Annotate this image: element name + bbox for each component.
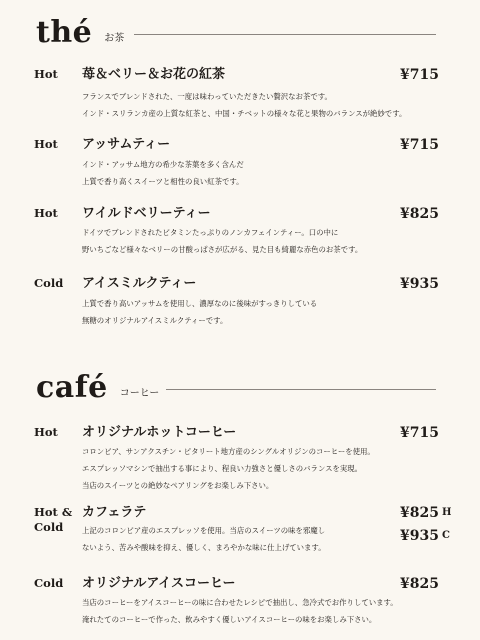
tea-section-divider <box>134 34 436 35</box>
item-price: ¥715 <box>400 425 439 441</box>
item-description <box>82 594 452 628</box>
item-description <box>82 88 452 122</box>
item-name: アッサムティー <box>82 137 171 152</box>
description-line: 当店のスイーツとの絶妙なペアリングをお楽しみ下さい。 <box>82 481 274 490</box>
price-mark-hot: H <box>442 507 452 518</box>
description-line: ドイツでブレンドされたビタミンたっぷりのノンカフェインティー。口の中に <box>82 228 339 237</box>
item-description <box>82 295 452 329</box>
item-temperature: Hot <box>34 206 58 220</box>
description-line: フランスでブレンドされた、一度は味わっていただきたい贅沢なお茶です。 <box>82 92 332 101</box>
item-name: オリジナルアイスコーヒー <box>82 576 236 591</box>
item-price-cold: ¥935 <box>400 528 439 544</box>
description-line: 上質で香り高いアッサムを使用し、濃厚なのに後味がすっきりしている <box>82 299 318 308</box>
item-temperature-cold: Cold <box>34 520 64 534</box>
item-price: ¥715 <box>400 67 439 83</box>
item-price-hot: ¥825 <box>400 505 439 521</box>
tea-section-header <box>36 12 124 52</box>
description-line: インド・スリランカ産の上質な紅茶と、中国・チベットの様々な花と果物のバランスが絶妙です。 <box>82 109 407 118</box>
item-temperature: Hot <box>34 137 58 151</box>
description-line: 上質で香り高くスイーツと相性の良い紅茶です。 <box>82 177 244 186</box>
description-line: ないよう、苦みや酸味を抑え、優しく、まろやかな味に仕上げています。 <box>82 543 326 552</box>
coffee-section-header <box>36 367 159 407</box>
coffee-section-title: café <box>36 369 108 405</box>
item-name: カフェラテ <box>82 505 147 520</box>
item-price: ¥935 <box>400 276 439 292</box>
item-price: ¥825 <box>400 576 439 592</box>
description-line: コロンビア、サンアクスチン・ピタリート地方産のシングルオリジンのコーヒーを使用。 <box>82 447 375 456</box>
description-line: 無糖のオリジナルアイスミルクティーです。 <box>82 316 228 325</box>
description-line: エスプレッソマシンで抽出する事により、程良い力強さと優しさのバランスを実現。 <box>82 464 363 473</box>
item-description <box>82 443 452 494</box>
item-temperature: Hot <box>34 67 58 81</box>
tea-section-title: thé <box>36 14 93 50</box>
item-name: アイスミルクティー <box>82 276 197 291</box>
item-temperature: Cold <box>34 576 64 590</box>
tea-section-subtitle: お茶 <box>104 32 125 44</box>
item-price: ¥825 <box>400 206 439 222</box>
description-line: 当店のコーヒーをアイスコーヒーの味に合わせたレシピで抽出し、急冷式でお作りしています。 <box>82 598 398 607</box>
item-name: ワイルドベリーティー <box>82 206 211 221</box>
item-price: ¥715 <box>400 137 439 153</box>
item-temperature: Cold <box>34 276 64 290</box>
item-description <box>82 224 452 258</box>
description-line: インド・アッサム地方の希少な茶葉を多く含んだ <box>82 160 244 169</box>
item-name: オリジナルホットコーヒー <box>82 425 237 440</box>
description-line: 淹れたてのコーヒーで作った、飲みやすく優しいアイスコーヒーの味をお楽しみ下さい。 <box>82 615 377 624</box>
item-description <box>82 522 382 556</box>
item-temperature-hot: Hot & <box>34 505 73 519</box>
item-description <box>82 156 452 190</box>
item-temperature: Hot <box>34 425 58 439</box>
coffee-section-subtitle: コーヒー <box>119 387 160 399</box>
description-line: 野いちごなど様々なベリーの甘酸っぱさが広がる、見た目も綺麗な赤色のお茶です。 <box>82 245 363 254</box>
item-name: 苺＆ベリー＆お花の紅茶 <box>82 67 226 82</box>
coffee-section-divider <box>166 389 436 390</box>
price-mark-cold: C <box>442 530 450 541</box>
description-line: 上記のコロンビア産のエスプレッソを使用。当店のスイーツの味を邪魔し <box>82 526 326 535</box>
